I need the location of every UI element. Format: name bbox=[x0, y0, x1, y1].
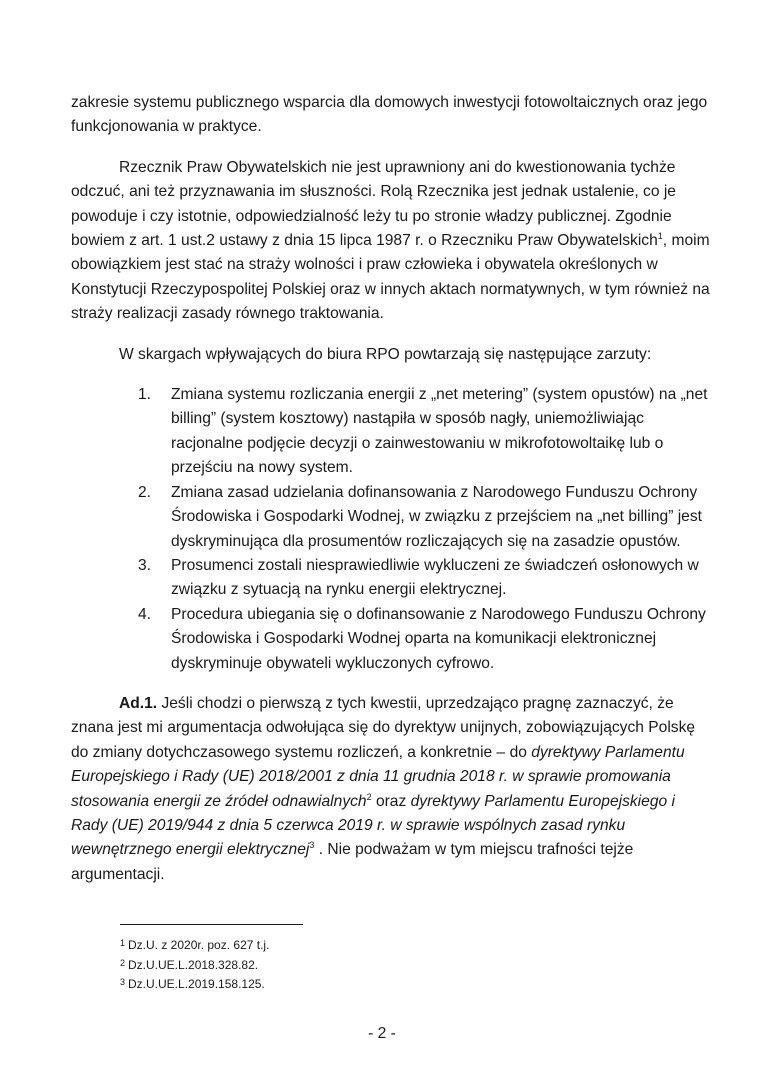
footnotes bbox=[120, 935, 269, 994]
footnote-mark: 2 bbox=[120, 957, 126, 968]
paragraph-ombudsman-role bbox=[71, 156, 711, 327]
paragraph-ad1 bbox=[71, 692, 711, 887]
list-item-number: 2. bbox=[138, 483, 152, 501]
directive-citation-2018: dyrektywy Parlamentu Europejskiego i Rady (UE) 2018/2001 z dnia 11 grudnia 2018 r. w sprawie promowania stosowania energii ze źródeł odnawialnych bbox=[71, 743, 685, 810]
paragraph-text: Rzecznik Praw Obywatelskich nie jest uprawniony ani do kwestionowania tychże odczuć, ani też przyznawania im słuszności. Rolą Rzecznika jest jednak ustalenie, co je powoduje i czy istotnie, odpowiedzialność leży tu po stronie władzy publicznej. Zgodnie bowiem z art. 1 ust.2 ustawy z dnia 15 lipca 1987 r. o Rzeczniku Praw Obywatelskich bbox=[71, 158, 676, 250]
footnote-ref-2[interactable]: 2 bbox=[366, 791, 372, 802]
footnote-text: Dz.U. z 2020r. poz. 627 t.j. bbox=[128, 938, 270, 952]
paragraph-continuation: zakresie systemu publicznego wsparcia dla domowych inwestycji fotowoltaicznych oraz jego funkcjonowania w praktyce. bbox=[71, 94, 708, 136]
list-item-text: Procedura ubiegania się o dofinansowanie z Narodowego Funduszu Ochrony Środowiska i Gospodarki Wodnej oparta na komunikacji elektronicznej dyskryminuje obywateli wykluczonych cyfrowo. bbox=[171, 605, 706, 672]
footnote bbox=[120, 974, 269, 994]
paragraph-text: Jeśli chodzi o pierwszą z tych kwestii, uprzedzająco pragnę zaznaczyć, że znana jest mi argumentacja odwołująca się do dyrektyw unijnych, zobowiązujących Polskę do zmiany dotychczasowego systemu rozliczeń, a konkretnie – do bbox=[71, 694, 696, 761]
paragraph-text: . Nie podważam w tym miejscu trafności tejże argumentacji. bbox=[71, 841, 634, 883]
list-item-text: Zmiana zasad udzielania dofinansowania z Narodowego Funduszu Ochrony Środowiska i Gospodarki Wodnej, w związku z przejściem na „net billing” jest dyskryminująca dla prosumentów rozliczających się na zasadzie opustów. bbox=[171, 483, 702, 550]
footnote-ref-3[interactable]: 3 bbox=[309, 840, 315, 851]
list-item bbox=[71, 603, 711, 676]
list-item-text: Zmiana systemu rozliczania energii z „net metering” (system opustów) na „net billing” (system kosztowy) nastąpiła w sposób nagły, uniemożliwiając racjonalne podjęcie decyzji o zainwestowaniu w mikrofotowoltaikę lub o przejściu na nowy system. bbox=[171, 386, 708, 477]
paragraph-complaints-intro: W skargach wpływających do biura RPO powtarzają się następujące zarzuty: bbox=[119, 345, 652, 363]
directive-citation-2019: dyrektywy Parlamentu Europejskiego i Rady (UE) 2019/944 z dnia 5 czerwca 2019 r. w sprawie wspólnych zasad rynku wewnętrznego energii elektrycznej bbox=[71, 792, 675, 859]
footnote-mark: 1 bbox=[120, 938, 126, 948]
footnote bbox=[120, 935, 269, 955]
footnote-separator bbox=[120, 924, 303, 925]
footnote-text: Dz.U.UE.L.2019.158.125. bbox=[128, 977, 265, 991]
footnote-mark: 3 bbox=[120, 977, 126, 987]
list-item bbox=[71, 481, 711, 554]
page-number: - 2 - bbox=[368, 1025, 396, 1042]
footnote bbox=[120, 955, 269, 975]
list-item-number: 1. bbox=[138, 386, 152, 404]
section-label: Ad.1. bbox=[119, 694, 158, 712]
list-item-number: 3. bbox=[138, 556, 152, 574]
footnote-text: Dz.U.UE.L.2018.328.82. bbox=[128, 957, 259, 972]
list-item-text: Prosumenci zostali niesprawiedliwie wykluczeni ze świadczeń osłonowych w związku z sytuacją na rynku energii elektrycznej. bbox=[171, 556, 699, 599]
complaints-list bbox=[71, 383, 711, 676]
body-text bbox=[71, 91, 711, 887]
paragraph-text: , moim obowiązkiem jest stać na straży wolności i praw człowieka i obywatela określonych w Konstytucji Rzeczypospolitej Polskiej oraz w innych aktach normatywnych, w tym również na straży realizacji zasady równego traktowania. bbox=[71, 232, 710, 323]
list-item bbox=[71, 383, 711, 481]
paragraph-text: oraz bbox=[371, 792, 411, 810]
list-item bbox=[71, 554, 711, 603]
list-item-number: 4. bbox=[138, 605, 152, 623]
footnote-ref-1[interactable]: 1 bbox=[657, 231, 663, 242]
